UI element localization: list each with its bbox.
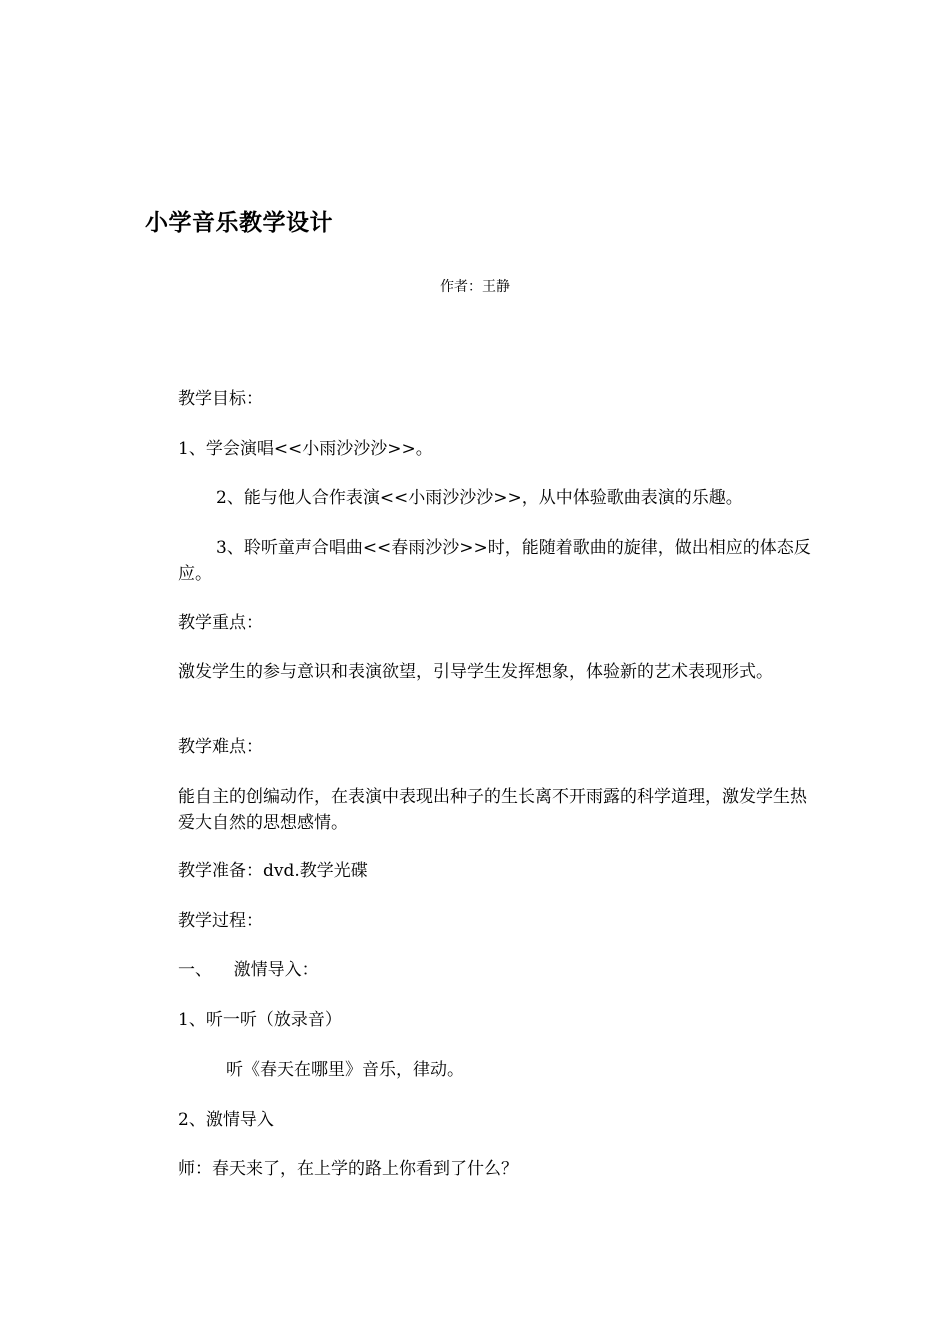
teacher-question: 师：春天来了，在上学的路上你看到了什么？ <box>178 1159 518 1179</box>
process-section-1: 一、 激情导入： <box>178 960 319 980</box>
heading-teaching-goals: 教学目标： <box>178 389 263 409</box>
process-step-2: 2、激情导入 <box>178 1110 274 1130</box>
author-line: 作者：王静 <box>440 279 510 295</box>
heading-difficulties: 教学难点： <box>178 737 263 757</box>
difficulties-text: 能自主的创编动作，在表演中表现出种子的生长离不开雨露的科学道理，激发学生热爱大自然的思想感情。 <box>178 787 807 833</box>
goal-item-3: 3、聆听童声合唱曲<<春雨沙沙>>时，能随着歌曲的旋律，做出相应的体态反应。 <box>178 538 811 584</box>
process-step-1-detail: 听《春天在哪里》音乐，律动。 <box>226 1060 464 1080</box>
process-step-1: 1、听一听（放录音） <box>178 1010 342 1030</box>
document-title: 小学音乐教学设计 <box>145 210 333 236</box>
goal-item-2: 2、能与他人合作表演<<小雨沙沙沙>>，从中体验歌曲表演的乐趣。 <box>216 488 743 508</box>
goal-item-1: 1、学会演唱<<小雨沙沙沙>>。 <box>178 439 433 459</box>
preparation-text: 教学准备：dvd.教学光碟 <box>178 861 368 881</box>
heading-key-points: 教学重点： <box>178 613 263 633</box>
key-points-text: 激发学生的参与意识和表演欲望，引导学生发挥想象，体验新的艺术表现形式。 <box>178 662 773 682</box>
heading-process: 教学过程： <box>178 911 263 931</box>
